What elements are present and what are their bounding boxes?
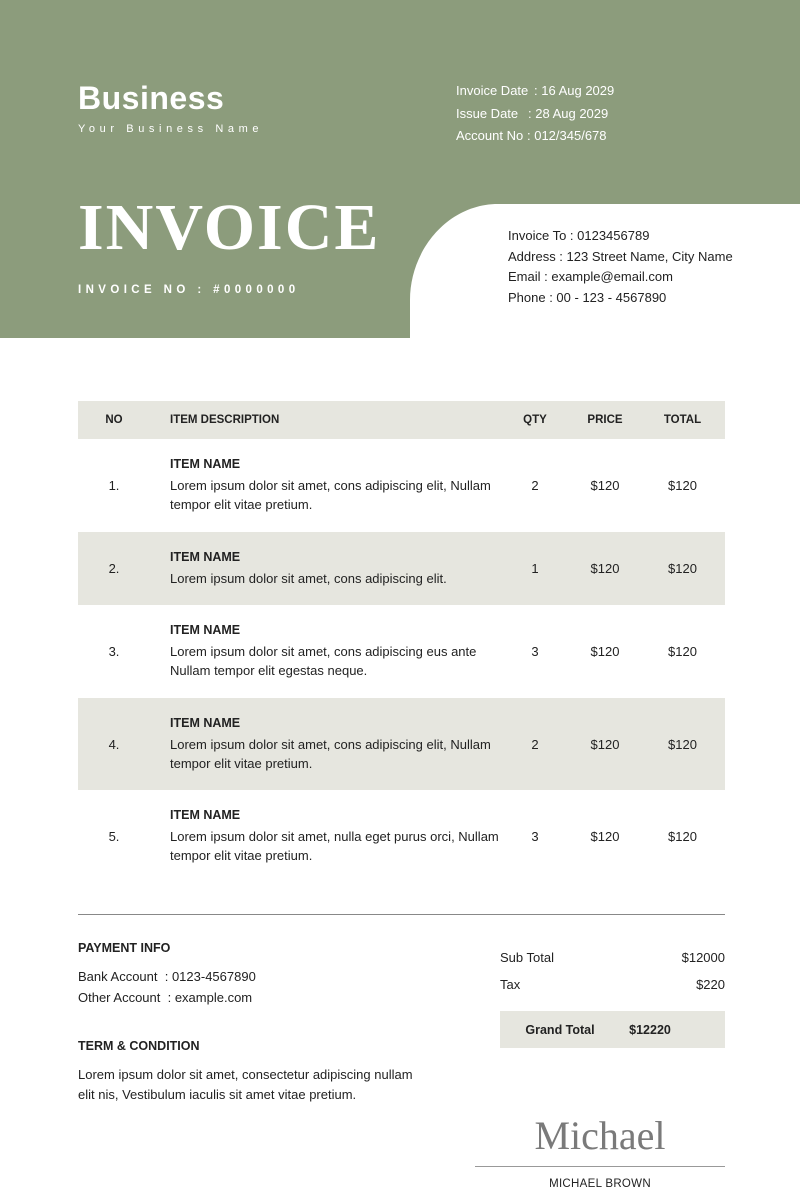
header-description: ITEM DESCRIPTION <box>170 414 280 426</box>
signature-line <box>475 1166 725 1167</box>
header-total: TOTAL <box>663 414 702 426</box>
terms-title: TERM & CONDITION <box>78 1039 200 1053</box>
invoice-number: INVOICE NO : #0000000 <box>78 284 300 296</box>
table-header <box>78 401 725 439</box>
signer-name: MICHAEL BROWN <box>549 1178 651 1190</box>
subtotal-row <box>500 944 725 971</box>
table-row <box>78 698 725 790</box>
phone: Phone : 00 - 123 - 4567890 <box>508 289 667 305</box>
invoice-date-label: Invoice Date <box>456 83 529 98</box>
item-name: ITEM NAME <box>170 715 241 730</box>
issue-date-row <box>456 103 614 126</box>
table-row <box>78 790 725 883</box>
items-table <box>78 401 725 883</box>
email: Email : example@email.com <box>508 269 673 284</box>
invoice-date-value: : 16 Aug 2029 <box>534 83 615 98</box>
header-price: PRICE <box>587 414 623 426</box>
row-qty: 1 <box>531 561 539 576</box>
header-no: NO <box>105 414 123 426</box>
row-price: $120 <box>590 561 620 576</box>
payment-info <box>78 967 256 1008</box>
row-no: 1. <box>108 478 120 493</box>
row-total: $120 <box>668 644 697 659</box>
bank-account: Bank Account : 0123-4567890 <box>78 969 256 984</box>
signature: Michael <box>534 1113 666 1158</box>
brand-subtitle: Your Business Name <box>78 123 264 135</box>
row-price: $120 <box>590 644 620 659</box>
row-total: $120 <box>668 736 697 752</box>
row-qty: 3 <box>531 644 539 659</box>
row-description <box>150 623 500 680</box>
row-qty: 2 <box>531 736 539 752</box>
account-label: Account No <box>456 128 524 143</box>
row-qty: 3 <box>531 829 539 844</box>
row-no: 3. <box>108 644 120 659</box>
table-row <box>78 605 725 698</box>
invoice-heading: INVOICE <box>78 191 381 264</box>
other-account: Other Account : example.com <box>78 989 253 1005</box>
item-text: Lorem ipsum dolor sit amet, nulla eget purus orci, Nullam tempor elit vitae pretium. <box>170 829 499 863</box>
table-row <box>78 439 725 532</box>
payment-info-title: PAYMENT INFO <box>78 941 171 955</box>
item-name: ITEM NAME <box>170 623 241 637</box>
account-value: : 012/345/678 <box>527 128 607 143</box>
tax-value: $220 <box>696 977 725 992</box>
row-no: 5. <box>108 829 120 844</box>
item-name: ITEM NAME <box>170 457 241 471</box>
item-text: Lorem ipsum dolor sit amet, cons adipiscing elit, Nullam tempor elit vitae pretium. <box>170 736 491 771</box>
totals-block <box>500 944 725 998</box>
row-description <box>150 716 500 773</box>
terms-text: Lorem ipsum dolor sit amet, consectetur adipiscing nullam elit nis, Vestibulum iaculis sit amet vitae pretium. <box>78 1067 413 1102</box>
table-row <box>78 532 725 605</box>
issue-date-value: : 28 Aug 2029 <box>528 105 609 121</box>
tax-row <box>500 971 725 998</box>
brand-block <box>78 80 263 135</box>
item-text: Lorem ipsum dolor sit amet, cons adipiscing elit, Nullam tempor elit vitae pretium. <box>170 478 491 512</box>
issue-date-label: Issue Date <box>456 105 519 121</box>
row-description <box>150 808 500 865</box>
row-total: $120 <box>668 561 697 576</box>
row-qty: 2 <box>531 478 539 493</box>
row-description <box>150 457 500 514</box>
subtotal-label: Sub Total <box>500 950 554 965</box>
address: Address : 123 Street Name, City Name <box>508 248 733 264</box>
row-price: $120 <box>590 736 620 752</box>
grand-total-row <box>500 1011 725 1048</box>
invoice-to: Invoice To : 0123456789 <box>508 228 650 243</box>
row-price: $120 <box>590 478 620 493</box>
invoice-meta <box>456 80 614 148</box>
account-row <box>456 125 614 148</box>
item-name: ITEM NAME <box>170 549 241 564</box>
brand-title: Business <box>78 80 225 116</box>
section-divider <box>78 914 725 915</box>
item-text: Lorem ipsum dolor sit amet, cons adipiscing eus ante Nullam tempor elit egestas neque. <box>170 644 477 678</box>
row-no: 2. <box>108 561 120 576</box>
bill-to-block <box>508 226 733 308</box>
subtotal-value: $12000 <box>681 950 725 965</box>
item-text: Lorem ipsum dolor sit amet, cons adipiscing elit. <box>170 570 447 586</box>
row-description <box>150 550 500 588</box>
tax-label: Tax <box>500 977 521 992</box>
row-total: $120 <box>668 829 697 844</box>
invoice-date-row <box>456 80 614 103</box>
row-no: 4. <box>108 736 120 752</box>
grand-total-value: $12220 <box>629 1022 671 1037</box>
item-name: ITEM NAME <box>170 808 241 822</box>
row-total: $120 <box>668 478 697 493</box>
grand-total-label: Grand Total <box>525 1022 595 1037</box>
header-qty: QTY <box>523 414 547 426</box>
row-price: $120 <box>590 829 620 844</box>
